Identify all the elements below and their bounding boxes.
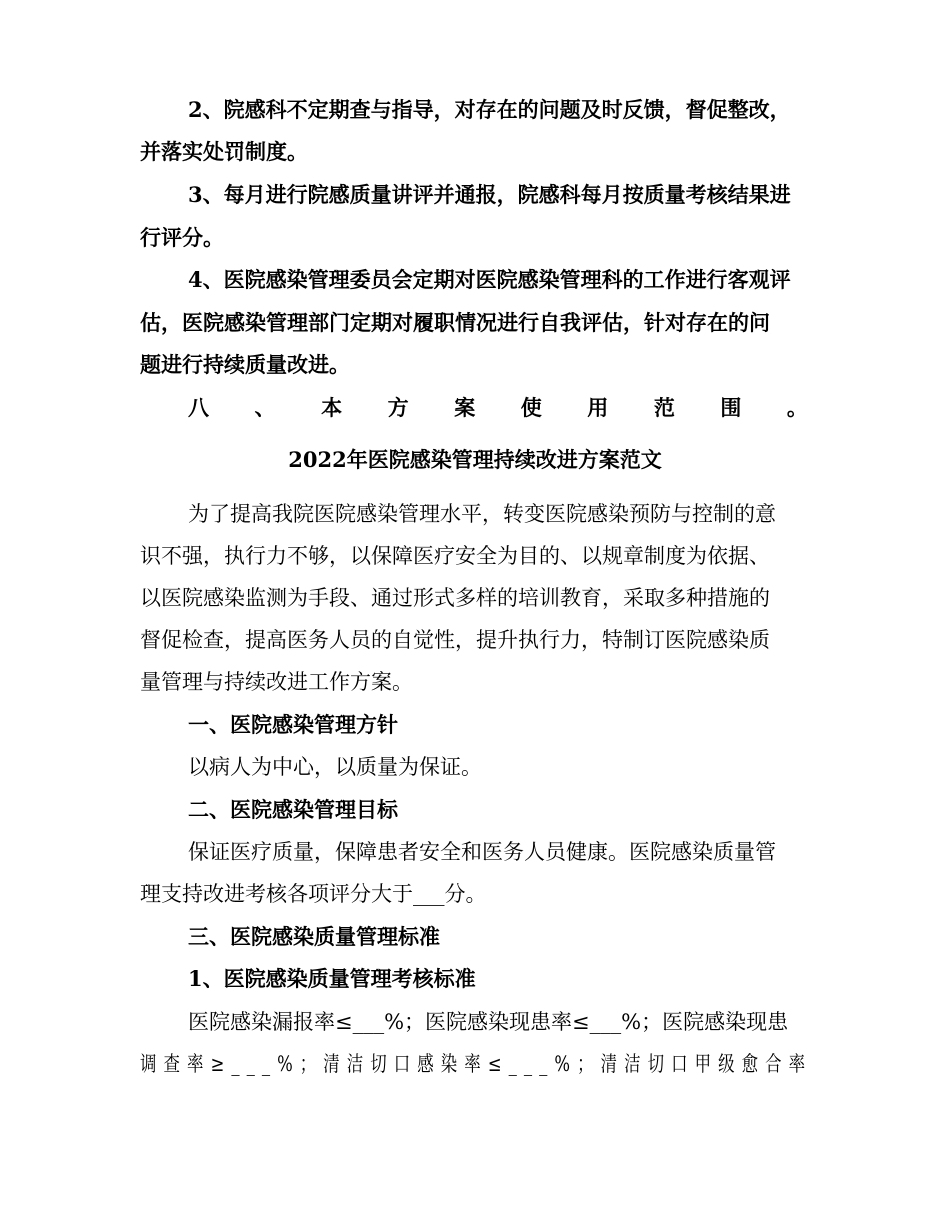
- section-8-char: 本: [321, 395, 343, 420]
- section-1-heading: 一、医院感染管理方针: [188, 712, 398, 737]
- paragraph-2-line-1: 2、院感科不定期查与指导，对存在的问题及时反馈，督促整改，: [188, 97, 791, 122]
- section-3-line-1: 医院感染漏报率≤___%；医院感染现患率≤___%；医院感染现患: [188, 1010, 789, 1034]
- section-2-line-1: 保证医疗质量，保障患者安全和医务人员健康。医院感染质量管: [188, 840, 776, 864]
- paragraph-3-line-2: 行评分。: [140, 225, 224, 250]
- paragraph-4-line-1: 4、医院感染管理委员会定期对医院感染管理科的工作进行客观评: [188, 267, 791, 292]
- paragraph-4-line-3: 题进行持续质量改进。: [140, 352, 350, 377]
- section-8-char: 案: [454, 395, 476, 420]
- section-8-char: 围: [720, 395, 742, 420]
- section-8-char: 。: [786, 395, 808, 420]
- section-2-line-2: 理支持改进考核各项评分大于___分。: [140, 882, 487, 906]
- paragraph-2-line-2: 并落实处罚制度。: [140, 139, 308, 164]
- section-8-char: 使: [520, 395, 542, 420]
- document-title: 2022年医院感染管理持续改进方案范文: [288, 447, 662, 472]
- intro-line-4: 督促检查，提高医务人员的自觉性，提升执行力，特制订医院感染质: [140, 628, 770, 652]
- section-8-char: 方: [387, 395, 409, 420]
- section-1-text: 以病人为中心，以质量为保证。: [188, 755, 482, 779]
- section-8-char: 范: [653, 395, 675, 420]
- section-2-heading: 二、医院感染管理目标: [188, 797, 398, 822]
- intro-line-3: 以医院感染监测为手段、通过形式多样的培训教育，采取多种措施的: [140, 586, 770, 610]
- section-3-heading: 三、医院感染质量管理标准: [188, 924, 440, 949]
- section-8-char: 用: [587, 395, 609, 420]
- section-3-subheading: 1、医院感染质量管理考核标准: [188, 966, 476, 991]
- section-3-line-2: 调查率≥___%；清洁切口感染率≤___%；清洁切口甲级愈合率: [140, 1052, 813, 1076]
- paragraph-4-line-2: 估，医院感染管理部门定期对履职情况进行自我评估，针对存在的问: [140, 310, 770, 335]
- intro-line-5: 量管理与持续改进工作方案。: [140, 670, 413, 694]
- section-8-heading: [188, 394, 808, 422]
- paragraph-3-line-1: 3、每月进行院感质量讲评并通报，院感科每月按质量考核结果进: [188, 182, 791, 207]
- intro-line-2: 识不强，执行力不够，以保障医疗安全为目的、以规章制度为依据、: [140, 544, 770, 568]
- section-8-char: 八: [188, 395, 209, 420]
- intro-line-1: 为了提高我院医院感染管理水平，转变医院感染预防与控制的意: [188, 502, 776, 526]
- section-8-char: 、: [254, 395, 276, 420]
